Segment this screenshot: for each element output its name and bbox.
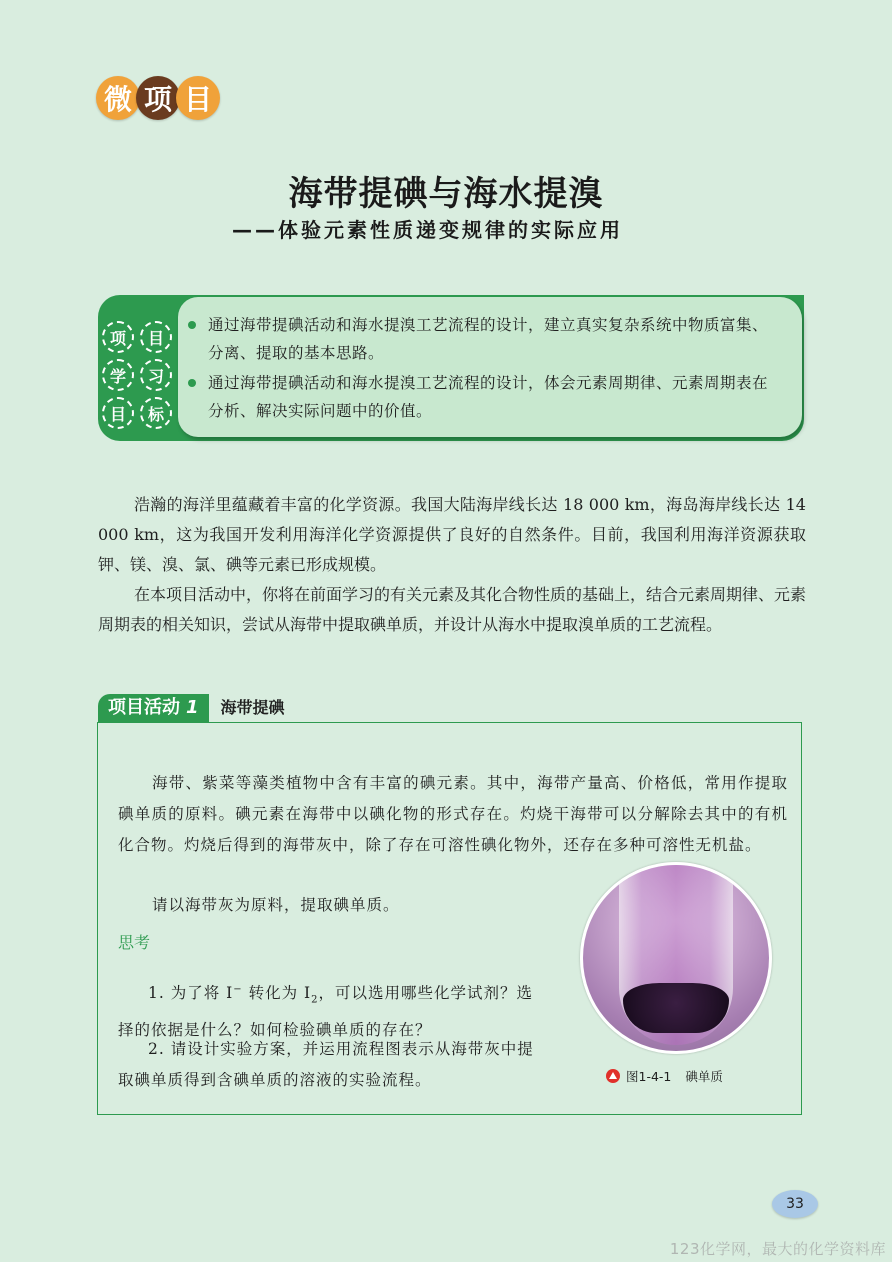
micro-project-badge bbox=[96, 76, 216, 120]
goal-item bbox=[208, 311, 780, 367]
learning-goals-list bbox=[178, 297, 802, 437]
learning-goals-box bbox=[98, 295, 804, 441]
goal-item-text: 通过海带提碘活动和海水提溴工艺流程的设计，建立真实复杂系统中物质富集、分离、提取的基本思路。 bbox=[208, 316, 769, 362]
badge-char: 微 bbox=[96, 76, 140, 120]
intro-paragraph: 在本项目活动中，你将在前面学习的有关元素及其化合物性质的基础上，结合元素周期律、元素周期表的相关知识，尝试从海带中提取碘单质，并设计从海水中提取溴单质的工艺流程。 bbox=[98, 585, 807, 634]
activity-header bbox=[98, 694, 297, 724]
goal-tag-char: 目 bbox=[102, 397, 134, 429]
goal-tag-char: 标 bbox=[140, 397, 172, 429]
goal-item-text: 通过海带提碘活动和海水提溴工艺流程的设计，体会元素周期律、元素周期表在分析、解决实际问题中的价值。 bbox=[208, 374, 769, 420]
bullet-dot-icon bbox=[188, 379, 196, 387]
goal-tag-char: 项 bbox=[102, 321, 134, 353]
q1-part: ，可以选用哪些化学试剂？选择的依据是什么？如何检验碘单质的存在？ bbox=[118, 983, 534, 1039]
activity-label-text: 项目活动 bbox=[108, 697, 180, 718]
figure-label: 图1-4-1 bbox=[626, 1069, 672, 1084]
think-heading: 思考 bbox=[118, 933, 151, 952]
question-2: 2. 请设计实验方案，并运用流程图表示从海带灰中提取碘单质得到含碘单质的溶液的实验流程。 bbox=[118, 1039, 534, 1089]
iodine-crystals-image bbox=[623, 983, 729, 1033]
page-title: 海带提碘与海水提溴 bbox=[288, 174, 604, 214]
q1-part: 1. 为了将 I bbox=[148, 983, 234, 1002]
bullet-dot-icon bbox=[188, 321, 196, 329]
figure-caption bbox=[606, 1067, 723, 1085]
badge-char: 目 bbox=[176, 76, 220, 120]
iodine-photo bbox=[580, 862, 772, 1054]
activity-paragraph: 请以海带灰为原料，提取碘单质。 bbox=[152, 895, 400, 914]
goal-tag-char: 习 bbox=[140, 359, 172, 391]
q1-sup: − bbox=[233, 983, 243, 995]
goal-tag-char: 目 bbox=[140, 321, 172, 353]
activity-number: 1 bbox=[186, 697, 199, 718]
page-subtitle: ——体验元素性质递变规律的实际应用 bbox=[232, 218, 623, 242]
intro-paragraph: 浩瀚的海洋里蕴藏着丰富的化学资源。我国大陆海岸线长达 18 000 km，海岛海岸线长达 14 000 km，这为我国开发利用海洋化学资源提供了良好的自然条件。目前，我国利用海洋资源获取钾、镁、溴、氯、碘等元素已形成规模。 bbox=[98, 495, 806, 574]
figure-name: 碘单质 bbox=[685, 1069, 723, 1084]
activity-label bbox=[98, 694, 209, 722]
goal-item bbox=[208, 369, 780, 425]
learning-goals-tag bbox=[102, 321, 178, 429]
goal-tag-char: 学 bbox=[102, 359, 134, 391]
activity-name: 海带提碘 bbox=[209, 694, 297, 724]
activity-paragraph: 海带、紫菜等藻类植物中含有丰富的碘元素。其中，海带产量高、价格低，常用作提取碘单质的原料。碘元素在海带中以碘化物的形式存在。灼烧干海带可以分解除去其中的有机化合物。灼烧后得到的海带灰中，除了存在可溶性碘化物外，还存在多种可溶性无机盐。 bbox=[118, 773, 788, 854]
badge-char: 项 bbox=[136, 76, 180, 120]
figure-marker-icon bbox=[606, 1069, 620, 1083]
page-number: 33 bbox=[772, 1190, 818, 1218]
watermark: 123化学网，最大的化学资料库 bbox=[669, 1240, 886, 1258]
q1-part: 转化为 I bbox=[242, 983, 312, 1002]
q1-sub: 2 bbox=[311, 993, 319, 1005]
